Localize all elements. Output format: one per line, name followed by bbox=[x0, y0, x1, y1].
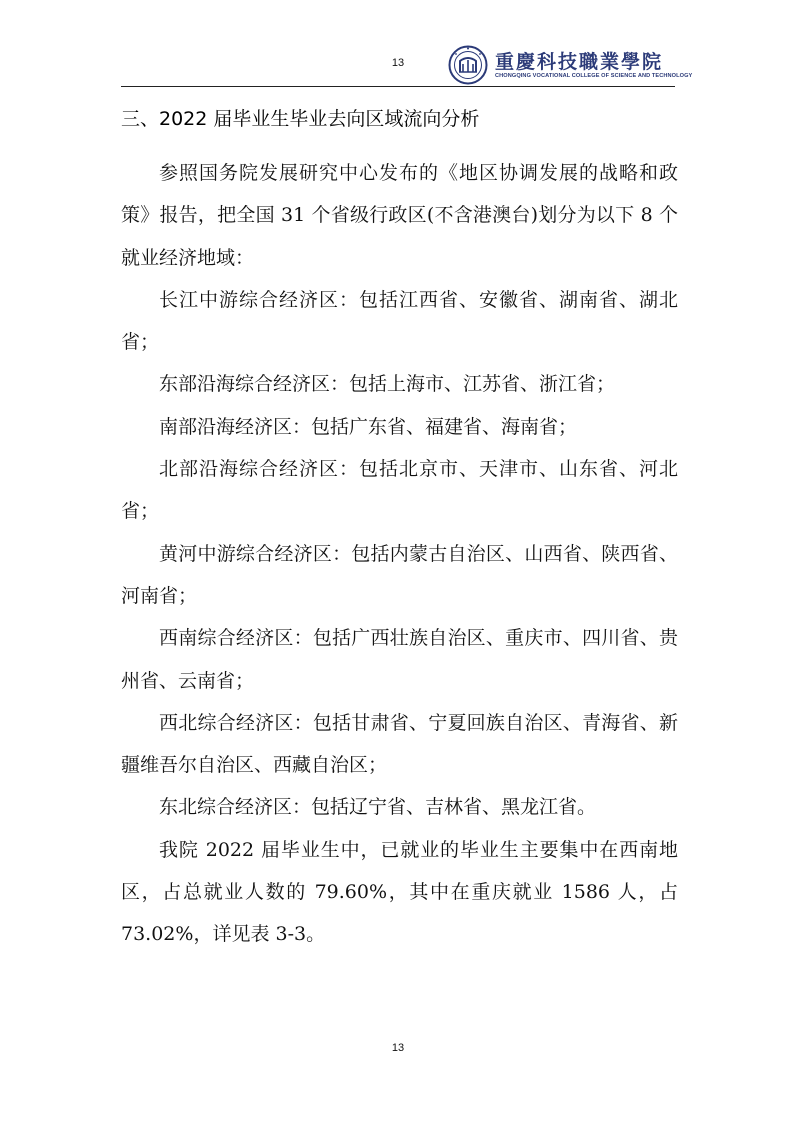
paragraph-region-north-coast: 北部沿海综合经济区：包括北京市、天津市、山东省、河北省； bbox=[121, 458, 678, 523]
header-page-number: 13 bbox=[391, 57, 405, 69]
body-text bbox=[121, 152, 678, 956]
paragraph-region-south-coast: 南部沿海经济区：包括广东省、福建省、海南省； bbox=[159, 415, 578, 438]
footer-page-number: 13 bbox=[391, 1042, 405, 1054]
paragraph-summary: 我院 2022 届毕业生中，已就业的毕业生主要集中在西南地区，占总就业人数的 79.60%，其中在重庆就业 1586 人，占 73.02%，详见表 3-3。 bbox=[121, 838, 678, 946]
paragraph-region-southwest: 西南综合经济区：包括广西壮族自治区、重庆市、四川省、贵州省、云南省； bbox=[121, 627, 678, 692]
paragraph-region-northeast: 东北综合经济区：包括辽宁省、吉林省、黑龙江省。 bbox=[159, 796, 597, 819]
paragraph-intro: 参照国务院发展研究中心发布的《地区协调发展的战略和政策》报告，把全国 31 个省级行政区(不含港澳台)划分为以下 8 个就业经济地域： bbox=[121, 162, 678, 269]
paragraph-region-northwest: 西北综合经济区：包括甘肃省、宁夏回族自治区、青海省、新疆维吾尔自治区、西藏自治区； bbox=[121, 711, 678, 777]
section-heading: 三、2022 届毕业生毕业去向区域流向分析 bbox=[121, 108, 480, 130]
paragraph-region-east-coast: 东部沿海综合经济区：包括上海市、江苏省、浙江省； bbox=[159, 373, 616, 396]
logo-english-name: CHONGQING VOCATIONAL COLLEGE OF SCIENCE AND TECHNOLOGY bbox=[495, 73, 693, 79]
college-logo bbox=[448, 45, 693, 85]
paragraph-region-yellow-river: 黄河中游综合经济区：包括内蒙古自治区、山西省、陕西省、河南省； bbox=[121, 542, 678, 607]
header-divider bbox=[121, 86, 675, 87]
logo-chinese-name: 重慶科技職業學院 bbox=[495, 51, 664, 73]
paragraph-region-yangtze: 长江中游综合经济区：包括江西省、安徽省、湖南省、湖北省； bbox=[121, 288, 678, 354]
college-emblem-icon bbox=[448, 45, 488, 85]
